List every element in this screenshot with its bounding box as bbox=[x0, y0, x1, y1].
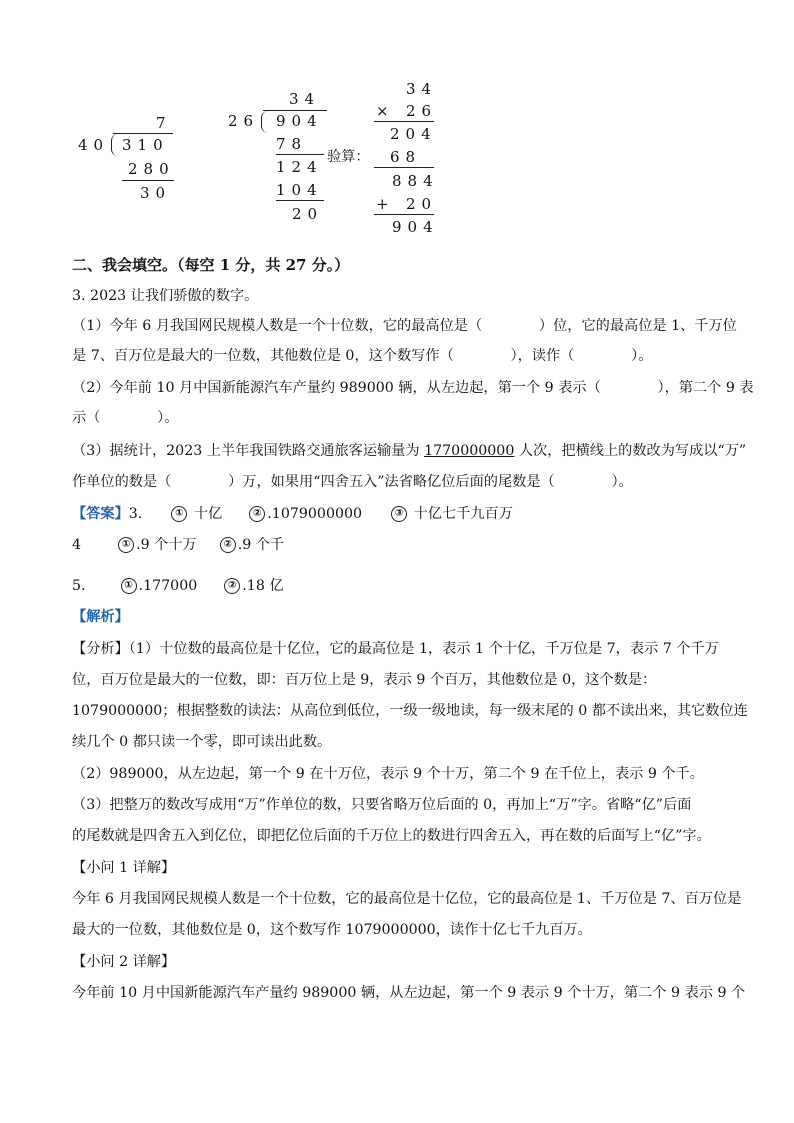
answer-value: .177000 bbox=[138, 578, 198, 594]
division-bar bbox=[113, 133, 173, 134]
step-row: 78 bbox=[276, 135, 308, 153]
answer-row-5 bbox=[72, 575, 284, 597]
analysis-line bbox=[72, 638, 719, 660]
question-part-1: （1）今年 6 月我国网民规模人数是一个十位数，它的最高位是（ ）位，它的最高位是 1、千万位 bbox=[72, 318, 737, 334]
question-text: （3）据统计，2023 上半年我国铁路交通旅客运输量为 bbox=[72, 443, 425, 459]
division-bracket bbox=[111, 134, 118, 156]
answer-row-4 bbox=[72, 534, 284, 556]
question-part-3-cont: 作单位的数是（ ）万，如果用“四舍五入”法省略亿位后面的尾数是（ ）。 bbox=[72, 474, 633, 490]
answer-value: .1079000000 bbox=[267, 506, 363, 522]
subtract-line bbox=[276, 154, 324, 155]
remainder: 20 bbox=[292, 205, 324, 223]
remainder-add: 20 bbox=[406, 195, 438, 213]
step-row: 104 bbox=[276, 181, 323, 199]
question-part-1-cont: 是 7、百万位是最大的一位数，其他数位是 0，这个数写作（ ），读作（ ）。 bbox=[72, 348, 653, 364]
circle-1-icon: ① bbox=[121, 578, 137, 594]
sub-question-1-text: 最大的一位数，其他数位是 0，这个数写作 1079000000，读作十亿七千九百万。 bbox=[72, 922, 592, 938]
question-title: 3. 2023 让我们骄傲的数字。 bbox=[72, 288, 259, 304]
check-factor-a: 34 bbox=[406, 80, 438, 98]
question-part-2-cont: 示（ ）。 bbox=[72, 410, 179, 426]
multiply-line bbox=[374, 121, 434, 122]
question-part-2: （2）今年前 10 月中国新能源汽车产量约 989000 辆，从左边起，第一个 9 表示（ ），第二个 9 表 bbox=[72, 380, 754, 396]
product-value: 884 bbox=[392, 172, 439, 190]
sub-question-1-label: 【小问 1 详解】 bbox=[72, 860, 176, 876]
circle-2-icon: ② bbox=[224, 578, 240, 594]
answer-row-3 bbox=[72, 503, 513, 525]
underlined-number: 1770000000 bbox=[424, 443, 515, 459]
answer-number: 5. bbox=[72, 578, 86, 594]
subtract-line bbox=[122, 180, 174, 181]
plus-sign: + bbox=[376, 195, 395, 213]
check-factor-b: 26 bbox=[406, 102, 438, 120]
analysis-line: 1079000000；根据整数的读法：从高位到低位，一级一级地读，每一级末尾的 0 都不读出来，其它数位连 bbox=[72, 703, 748, 719]
dividend: 310 bbox=[122, 136, 169, 154]
question-text: 人次，把横线上的数改为写成以“万” bbox=[514, 443, 747, 459]
answer-value: 十亿 bbox=[193, 506, 223, 522]
answer-value: .9 个十万 bbox=[136, 537, 197, 553]
sub-question-1-text: 今年 6 月我国网民规模人数是一个十位数，它的最高位是十亿位，它的最高位是 1、千万位是 7、百万位是 bbox=[72, 891, 742, 907]
multiply-sign: × bbox=[376, 102, 395, 120]
answer-number: 3. bbox=[128, 506, 143, 522]
analysis-sublabel: 【分析】 bbox=[72, 641, 129, 657]
section-heading: 二、我会填空。（每空 1 分，共 27 分。） bbox=[72, 256, 350, 274]
quotient: 7 bbox=[156, 114, 172, 132]
step-row: 124 bbox=[276, 158, 323, 176]
quotient: 34 bbox=[289, 90, 321, 108]
analysis-line: 的尾数就是四舍五入到亿位，即把亿位后面的千万位上的数进行四舍五入，再在数的后面写上“亿”字。 bbox=[72, 828, 711, 844]
subtract-line bbox=[276, 200, 324, 201]
sum-line bbox=[374, 214, 434, 215]
analysis-line: （3）把整万的数改写成用“万”作单位的数，只要省略万位后面的 0，再加上“万”字。省略“亿”后面 bbox=[72, 797, 692, 813]
dividend: 904 bbox=[276, 112, 323, 130]
answer-value: .9 个千 bbox=[237, 537, 285, 553]
analysis-label: 【解析】 bbox=[72, 609, 129, 625]
partial-product: 204 bbox=[390, 125, 437, 143]
remainder: 30 bbox=[140, 184, 172, 202]
divisor: 26 bbox=[228, 112, 260, 130]
division-bar bbox=[263, 110, 327, 111]
product-row: 280 bbox=[128, 160, 175, 178]
sub-question-2-text: 今年前 10 月中国新能源汽车产量约 989000 辆，从左边起，第一个 9 表示 9 个十万，第二个 9 表示 9 个 bbox=[72, 985, 746, 1001]
analysis-text: （1）十位数的最高位是十亿位，它的最高位是 1，表示 1 个十亿，千万位是 7，表示 7 个千万 bbox=[128, 641, 719, 657]
check-label: 验算： bbox=[327, 149, 370, 165]
circle-2-icon: ② bbox=[249, 506, 265, 522]
sub-question-2-label: 【小问 2 详解】 bbox=[72, 954, 176, 970]
analysis-line: 续几个 0 都只读一个零，即可读出此数。 bbox=[72, 734, 332, 750]
circle-3-icon: ③ bbox=[391, 506, 407, 522]
check-result: 904 bbox=[392, 218, 439, 236]
answer-value: 十亿七千九百万 bbox=[413, 506, 513, 522]
divisor: 40 bbox=[78, 136, 110, 154]
answer-label: 【答案】 bbox=[72, 506, 129, 522]
sum-line bbox=[374, 167, 434, 168]
circle-1-icon: ① bbox=[171, 506, 187, 522]
circle-2-icon: ② bbox=[220, 537, 236, 553]
question-part-3 bbox=[72, 440, 746, 462]
answer-value: .18 亿 bbox=[242, 578, 284, 594]
answer-number: 4 bbox=[72, 537, 82, 553]
division-bracket bbox=[261, 111, 268, 133]
analysis-line: （2）989000，从左边起，第一个 9 在十万位，表示 9 个十万，第二个 9 在千位上，表示 9 个千。 bbox=[72, 766, 704, 782]
partial-product: 68 bbox=[390, 148, 422, 166]
analysis-line: 位，百万位是最大的一位数，即：百万位上是 9，表示 9 个百万，其他数位是 0，这个数是： bbox=[72, 672, 657, 688]
circle-1-icon: ① bbox=[118, 537, 134, 553]
